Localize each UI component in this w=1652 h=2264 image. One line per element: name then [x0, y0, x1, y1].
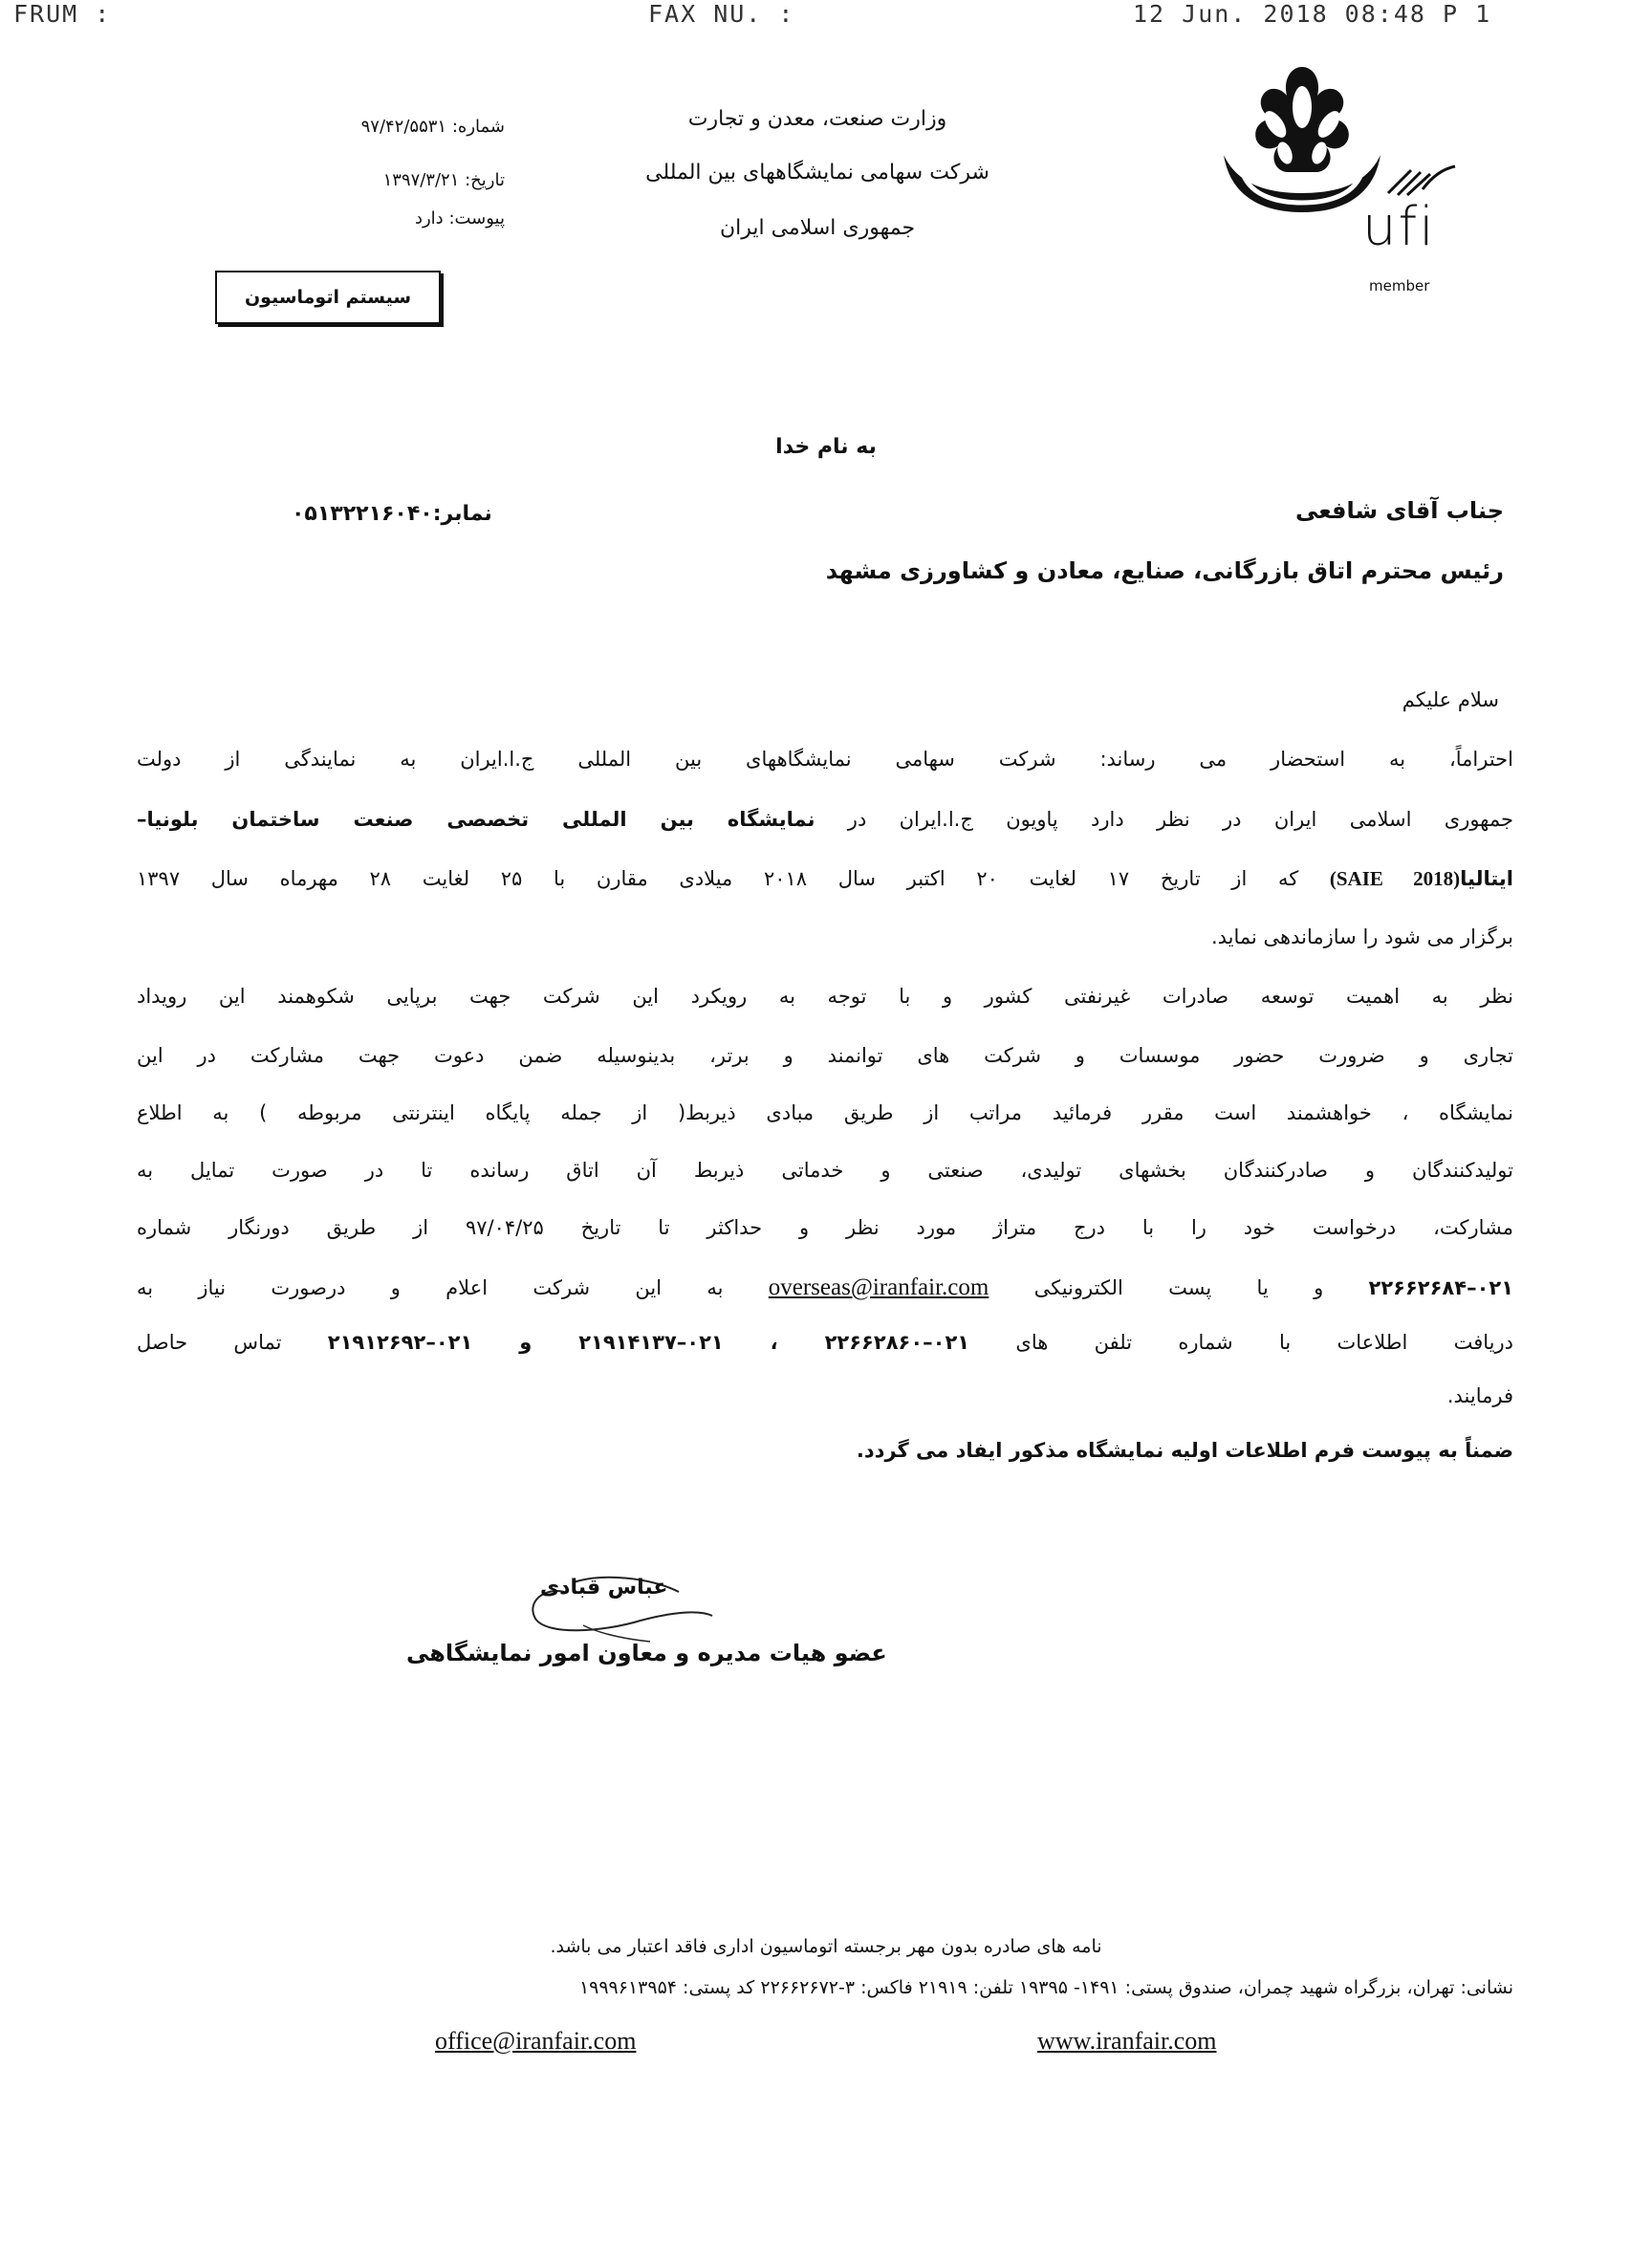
body-text: و یا پست الکترونیکی [989, 1276, 1369, 1299]
exhibition-name: نمایشگاه بین المللی تخصصی صنعت ساختمان بلونیا– [137, 808, 815, 831]
body-text: دریافت اطلاعات با شماره تلفن های [969, 1331, 1513, 1354]
letter-number-label: شماره: [451, 117, 505, 137]
addressee: جناب آقای شافعی [1294, 497, 1504, 524]
company-name: شرکت سهامی نمایشگاههای بین المللی [645, 161, 989, 185]
body-line [137, 808, 1513, 832]
basmala: به نام خدا [775, 435, 877, 459]
signatory-name: عباس قبادی [540, 1576, 668, 1600]
fax-contact-number: ۰۲۱–۲۲۶۶۲۶۸۴ [1368, 1276, 1514, 1299]
body-line [137, 1331, 1513, 1355]
signatory-title: عضو هیات مدیره و معاون امور نمایشگاهی [406, 1640, 887, 1666]
fax-number-label: FAX NU. : [648, 0, 795, 28]
letter-number [294, 117, 505, 137]
recipient-fax-value: ۰۵۱۳۲۲۱۶۰۴۰ [292, 502, 433, 526]
automation-system-stamp: سیستم اتوماسیون [215, 271, 441, 324]
footer-email-link[interactable]: office@iranfair.com [435, 2027, 637, 2055]
letter-attachment [294, 208, 505, 229]
body-text: تماس حاصل [137, 1331, 328, 1354]
phone-numbers: ۰۲۱–۲۲۶۶۲۸۶۰ ، ۰۲۱–۲۱۹۱۴۱۳۷ و ۰۲۱–۲۱۹۱۲۶۹۲ [327, 1331, 970, 1354]
body-line: نظر به اهمیت توسعه صادرات غیرنفتی کشور و با توجه به رویکرد این شرکت جهت برپایی شکوهمند این رویداد [137, 985, 1513, 1008]
fax-datetime: 12 Jun. 2018 08:48 P 1 [1133, 0, 1492, 28]
letter-date [294, 170, 505, 190]
ministry-name: وزارت صنعت، معدن و تجارت [687, 107, 947, 131]
ufi-swoosh-icon [1384, 161, 1461, 199]
body-text: جمهوری اسلامی ایران در نظر دارد پاویون ج.ا.ایران در [815, 808, 1513, 831]
letter-number-value: ۹۷/۴۲/۵۵۳۱ [360, 117, 447, 137]
body-line [137, 867, 1513, 891]
letter-attachment-value: دارد [414, 208, 444, 229]
ufi-logo-text: ufi [1362, 196, 1436, 258]
exhibition-country: ایتالیا [1460, 867, 1514, 890]
overseas-email-link[interactable]: overseas@iranfair.com [768, 1274, 989, 1300]
body-text: به این شرکت اعلام و درصورت نیاز به [137, 1276, 769, 1299]
recipient-title: رئیس محترم اتاق بازرگانی، صنایع، معادن و کشاورزی مشهد [825, 557, 1504, 584]
letter-date-value: ۱۳۹۷/۳/۲۱ [382, 170, 460, 190]
exhibition-code: (SAIE 2018) [1329, 867, 1461, 890]
body-line: ضمناً به پیوست فرم اطلاعات اولیه نمایشگاه مذکور ایفاد می گردد. [856, 1439, 1513, 1462]
footer-note: نامه های صادره بدون مهر برجسته اتوماسیون اداری فاقد اعتبار می باشد. [550, 1936, 1102, 1957]
iranfair-emblem-icon [1214, 59, 1391, 217]
country-name: جمهوری اسلامی ایران [719, 216, 916, 240]
footer-website-link[interactable]: www.iranfair.com [1037, 2027, 1217, 2055]
body-line: فرمایند. [1446, 1384, 1513, 1407]
fax-from-label: FRUM : [13, 0, 112, 28]
letter-attachment-label: پیوست: [448, 208, 505, 229]
greeting: سلام علیکم [1402, 688, 1499, 711]
body-line: احتراماً، به استحضار می رساند: شرکت سهامی نمایشگاههای بین المللی ج.ا.ایران به نمایندگی از دولت [137, 748, 1513, 771]
body-line: تولیدکنندگان و صادرکنندگان بخشهای تولیدی، صنعتی و خدماتی ذیربط آن اتاق رسانده تا در صورت تمایل به [137, 1159, 1513, 1182]
ufi-member-text: member [1369, 277, 1430, 294]
body-line [137, 1274, 1513, 1302]
body-line: تجاری و ضرورت حضور موسسات و شرکت های توانمند و برتر، بدینوسیله ضمن دعوت جهت مشارکت در این [137, 1044, 1513, 1067]
body-line: مشارکت، درخواست خود را با درج متراژ مورد نظر و حداکثر تا تاریخ ۹۷/۰۴/۲۵ از طریق دورنگار شماره [137, 1216, 1513, 1239]
body-text: که از تاریخ ۱۷ لغایت ۲۰ اکتبر سال ۲۰۱۸ میلادی مقارن با ۲۵ لغایت ۲۸ مهرماه سال ۱۳۹۷ [137, 867, 1330, 890]
recipient-fax [292, 502, 492, 526]
body-line: برگزار می شود را سازماندهی نماید. [1210, 925, 1513, 948]
letter-date-label: تاریخ: [465, 170, 505, 190]
footer-address: نشانی: تهران، بزرگراه شهید چمران، صندوق پستی: ۱۴۹۱- ۱۹۳۹۵ تلفن: ۲۱۹۱۹ فاکس: ۳-۲۲۶۶۲۶۷۲ کد پستی: ۱۹۹۹۶۱۳۹۵۴ [578, 1977, 1513, 1998]
recipient-fax-label: نمابر: [432, 502, 492, 526]
body-line: نمایشگاه ، خواهشمند است مقرر فرمائید مراتب از طریق مبادی ذیربط( از جمله پایگاه اینترنتی مربوطه ) به اطلاع [137, 1101, 1513, 1124]
